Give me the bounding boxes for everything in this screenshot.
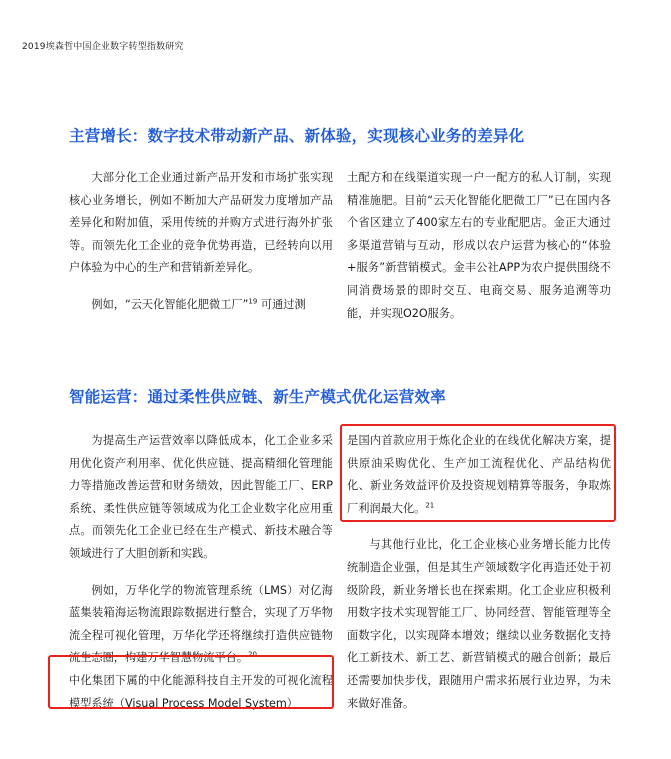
highlight-box-left	[48, 655, 334, 709]
section1-left-column	[69, 167, 333, 317]
paragraph-text: 可通过测	[260, 297, 306, 311]
paragraph-text: 例如，万华化学的物流管理系统（LMS）对亿海蓝集装箱海运物流跟踪数据进行整合，实现了万华物流全程可视化管理，万华化学还将继续打造供应链物流生态圈，构建万华智慧物流平台。	[69, 583, 333, 665]
section1-right-column	[347, 167, 611, 325]
section2-left-boxed-text: 中化集团下属的中化能源科技自主开发的可视化流程模型系统（Visual Process Model System）	[69, 673, 333, 710]
section1-right-paragraph-1: 土配方和在线渠道实现一户一配方的私人订制，实现精准施肥。目前“云天化智能化肥微工厂”已在国内各个省区建立了400家左右的专业配肥店。金正大通过多渠道营销与互动，形成以农户运营为核心的“体验+服务”新营销模式。金丰公社APP为农户提供围绕不同消费场景的即时交互、电商交易、服务追溯等功能，并实现O2O服务。	[347, 171, 611, 320]
running-header: 2019埃森哲中国企业数字转型指数研究	[22, 42, 184, 52]
footnote-ref-21[interactable]: 21	[425, 501, 435, 510]
paragraph-text: 例如，“云天化智能化肥微工厂”	[91, 297, 249, 311]
section-title-growth: 主营增长：数字技术带动新产品、新体验，实现核心业务的差异化	[69, 127, 525, 145]
highlight-box-right	[340, 424, 616, 522]
paragraph-text: 是国内首款应用于炼化企业的在线优化解决方案，提供原油采购优化、生产加工流程优化、产品结构优化、新业务效益评价及投资规划精算等服务，争取炼厂利润最大化。	[347, 434, 611, 515]
section-title-operations: 智能运营：通过柔性供应链、新生产模式优化运营效率	[69, 388, 446, 406]
footnote-ref-19[interactable]: 19	[248, 297, 258, 306]
section1-left-paragraph-2	[69, 294, 333, 317]
section2-left-paragraph-1: 为提高生产运营效率以降低成本，化工企业多采用优化资产利用率、优化供应链、提高精细化管理能力等措施改善运营和财务绩效，因此智能工厂、ERP系统、柔性供应链等领域成为化工企业数字化应用重点。而领先化工企业已经在生产模式、新技术融合等领域进行了大胆创新和实践。	[69, 434, 333, 560]
section1-left-paragraph-1: 大部分化工企业通过新产品开发和市场扩张实现核心业务增长，例如不断加大产品研发力度增加产品差异化和附加值，采用传统的并购方式进行海外扩张等。而领先化工企业的竞争优势再造，已经转向以用户体验为中心的生产和营销新差异化。	[69, 171, 333, 275]
footnote-ref-20[interactable]: 20	[248, 650, 257, 659]
section2-right-paragraph-2: 与其他行业比，化工企业核心业务增长能力比传统制造企业强，但是其生产领域数字化再造还处于初级阶段，新业务增长也在探索期。化工企业应积极利用数字技术实现智能工厂、协同经营、智能管理等全面数字化，以实现降本增效；继续以业务数据化支持化工新技术、新工艺、新营销模式的融合创新；最后还需要加快步伐，跟随用户需求拓展行业边界，为未来做好准备。	[347, 538, 611, 710]
